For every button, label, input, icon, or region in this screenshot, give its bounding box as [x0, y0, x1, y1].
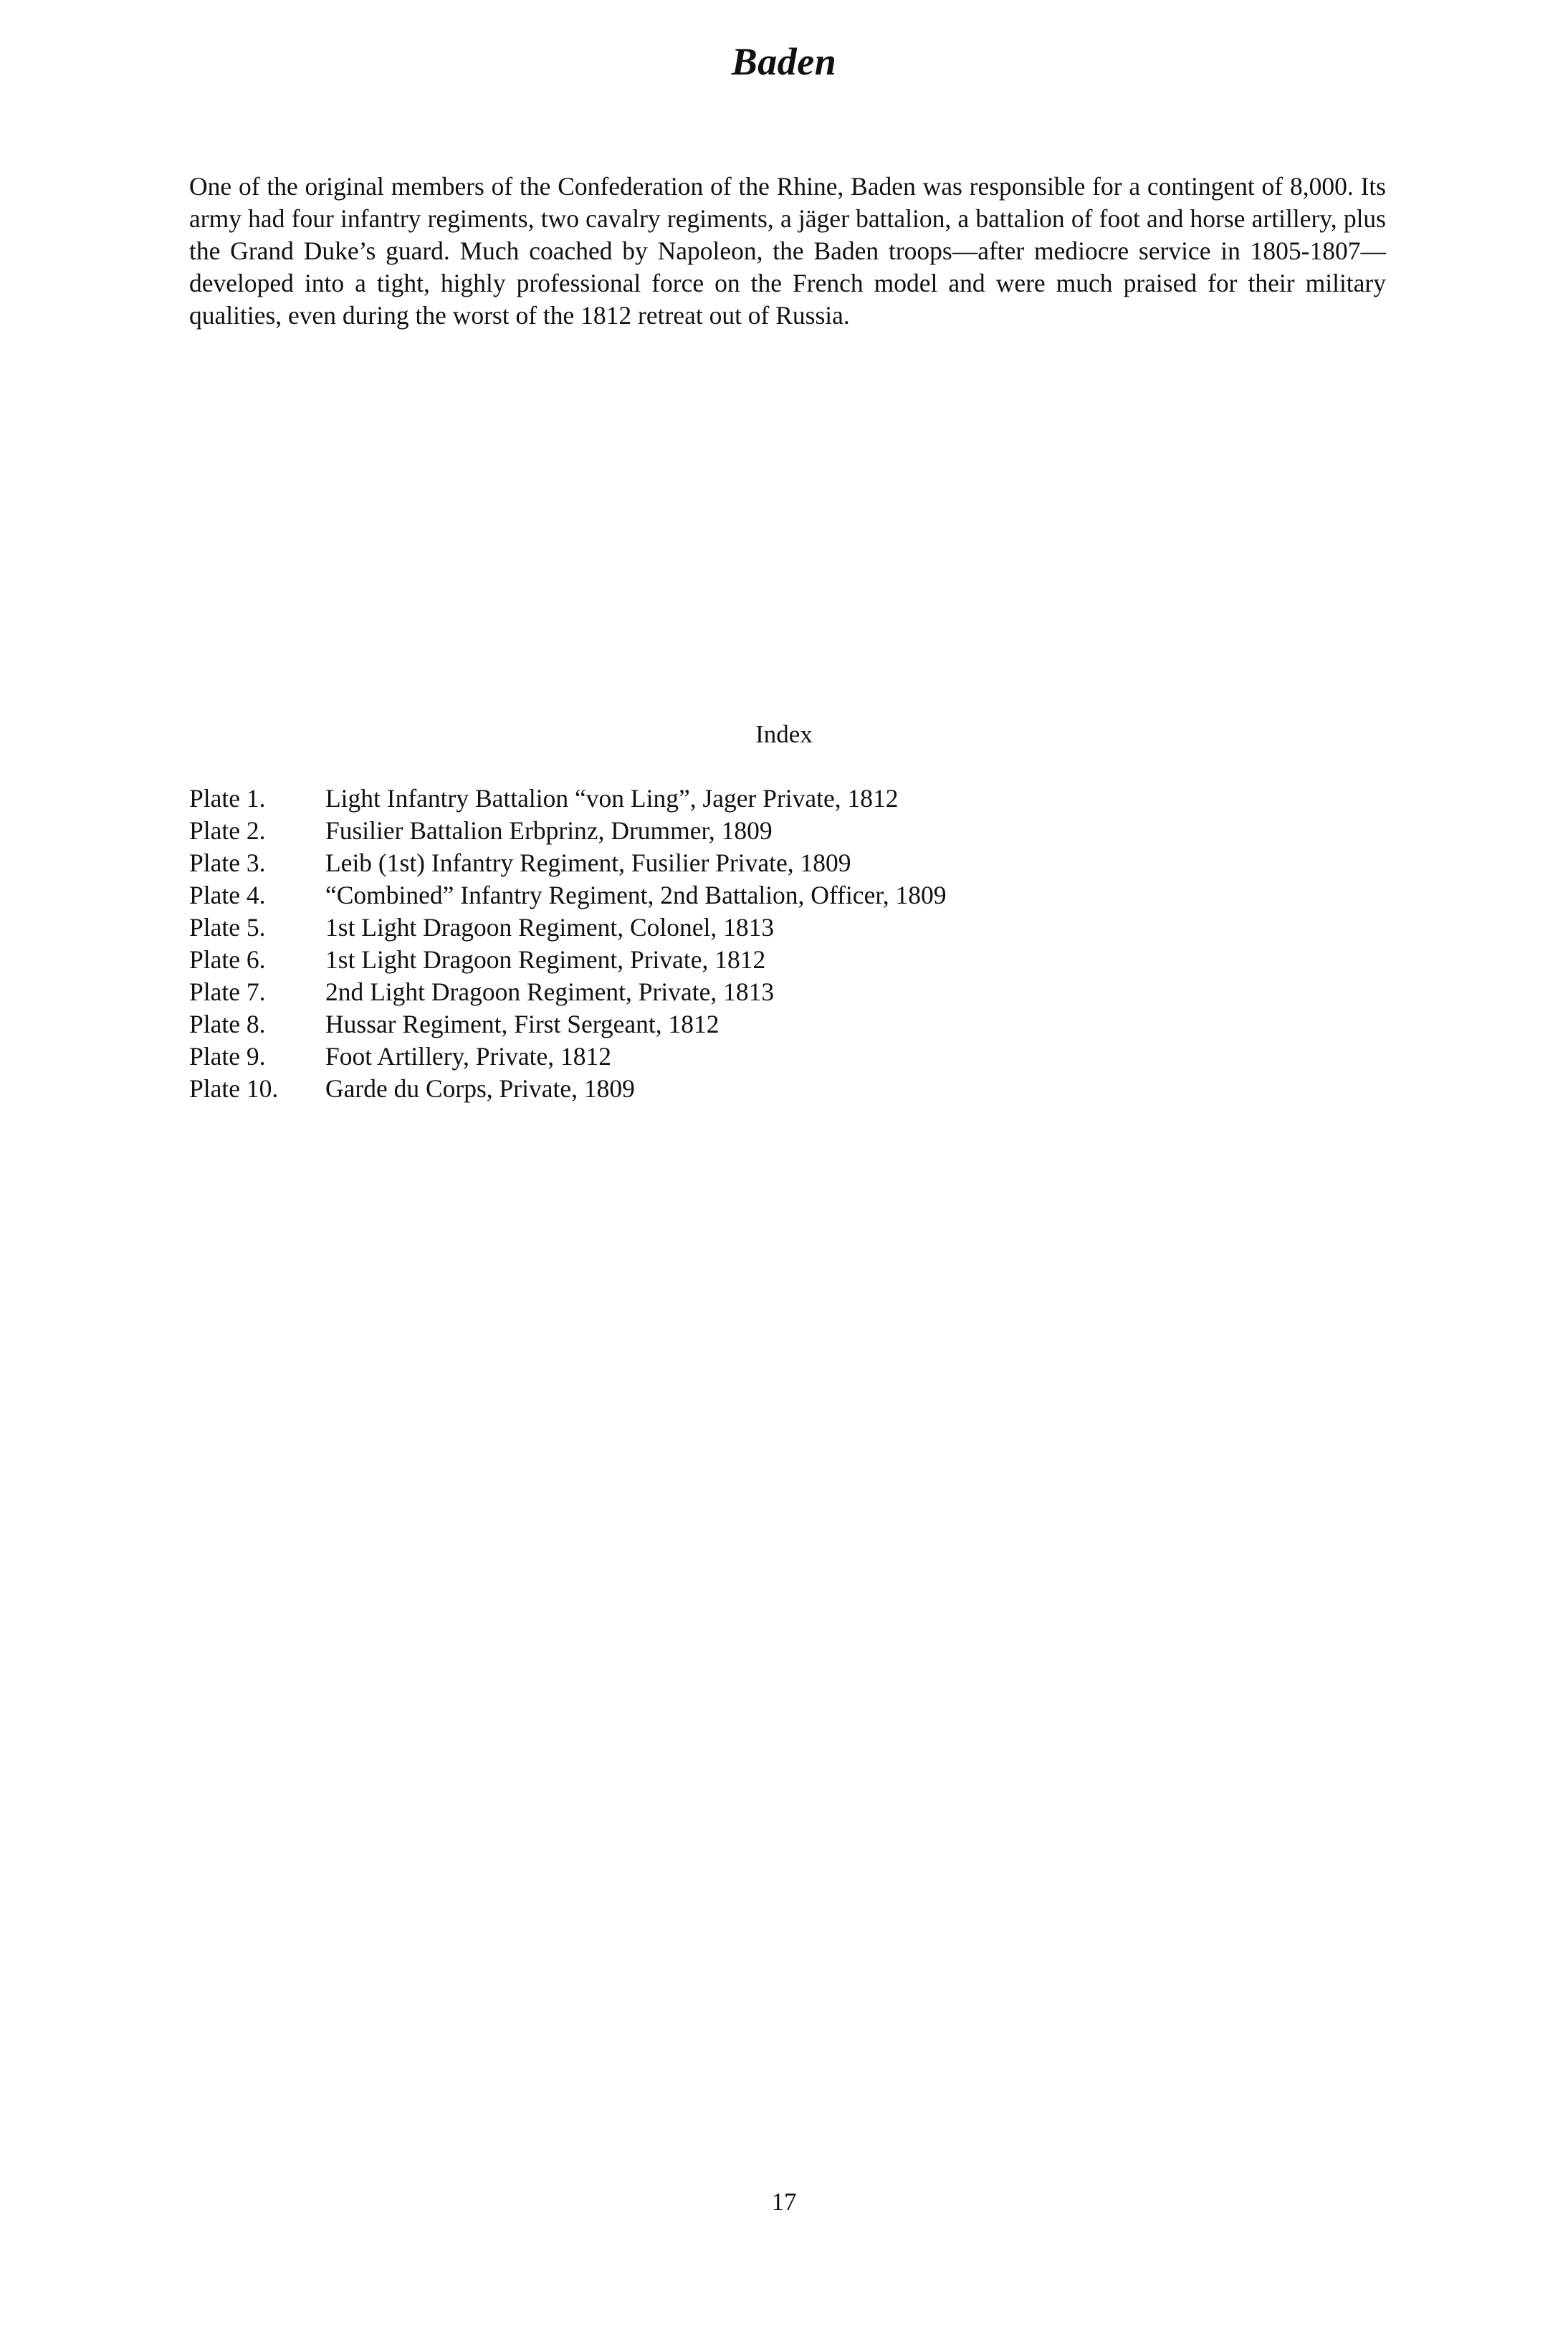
page-number: 17: [771, 2188, 797, 2216]
plate-description: 1st Light Dragoon Regiment, Private, 1812: [325, 945, 766, 974]
intro-paragraph: One of the original members of the Confederation of the Rhine, Baden was responsible for a contingent of 8,000. Its army had four infantry regiments, two cavalry regiments, a jäger battalion, a battalion of foot and horse artillery, plus the Grand Duke’s guard. Much coached by Napoleon, the Baden troops—after mediocre service in 1805-1807—developed into a tight, highly professional force on the French model and were much praised for their military qualities, even during the worst of the 1812 retreat out of Russia.: [189, 172, 1386, 330]
plate-description: Garde du Corps, Private, 1809: [325, 1074, 635, 1103]
index-item: [189, 976, 1386, 1008]
plate-number: Plate 1.: [189, 784, 266, 813]
plate-description: Leib (1st) Infantry Regiment, Fusilier Private, 1809: [325, 848, 851, 877]
index-item: [189, 1073, 1386, 1105]
plate-description: Foot Artillery, Private, 1812: [325, 1042, 612, 1071]
plate-description: 2nd Light Dragoon Regiment, Private, 1813: [325, 977, 775, 1006]
index-item: [189, 912, 1386, 944]
plate-number: Plate 4.: [189, 881, 266, 909]
plate-number: Plate 8.: [189, 1010, 266, 1038]
plate-number: Plate 10.: [189, 1074, 279, 1103]
index-heading: Index: [755, 720, 813, 748]
index-item: [189, 1008, 1386, 1041]
plate-number: Plate 6.: [189, 945, 266, 974]
plate-number: Plate 5.: [189, 913, 266, 942]
plate-description: Light Infantry Battalion “von Ling”, Jager Private, 1812: [325, 784, 899, 813]
plate-description: Hussar Regiment, First Sergeant, 1812: [325, 1010, 720, 1038]
plate-description: “Combined” Infantry Regiment, 2nd Battalion, Officer, 1809: [325, 881, 947, 909]
plate-number: Plate 3.: [189, 848, 266, 877]
plate-description: 1st Light Dragoon Regiment, Colonel, 1813: [325, 913, 775, 942]
plate-number: Plate 9.: [189, 1042, 266, 1071]
index-item: [189, 815, 1386, 847]
page-title: Baden: [731, 40, 837, 83]
plate-number: Plate 2.: [189, 816, 266, 845]
plate-number: Plate 7.: [189, 977, 266, 1006]
index-item: [189, 1041, 1386, 1073]
index-item: [189, 847, 1386, 879]
index-item: [189, 944, 1386, 976]
index-item: [189, 783, 1386, 815]
index-list: [189, 783, 1386, 1105]
index-item: [189, 879, 1386, 912]
plate-description: Fusilier Battalion Erbprinz, Drummer, 1809: [325, 816, 773, 845]
